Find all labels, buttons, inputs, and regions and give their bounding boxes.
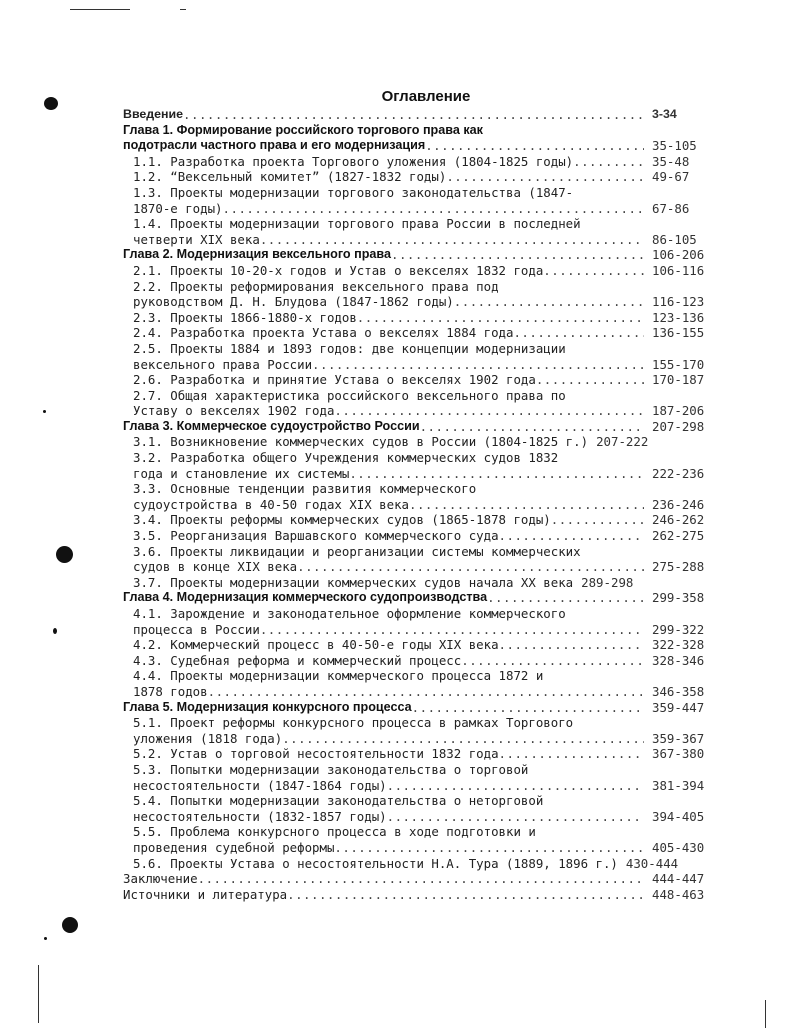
toc-page-range: 236-246 xyxy=(652,496,705,512)
hole-punch-mark-bottom xyxy=(62,917,78,933)
toc-entry-row xyxy=(123,887,708,903)
toc-entry-title: 2.3. Проекты 1866-1880-х годов xyxy=(133,309,357,325)
page-title: Оглавление xyxy=(381,88,471,105)
toc-section-row xyxy=(123,778,708,794)
toc-section-row xyxy=(123,169,708,185)
toc-section-row xyxy=(123,434,708,450)
toc-page-range: 170-187 xyxy=(652,372,705,388)
toc-section-row xyxy=(123,450,708,466)
table-of-contents xyxy=(123,107,708,902)
toc-entry-title: 3.7. Проекты модернизации коммерческих судов начала XX века xyxy=(133,574,574,590)
toc-chapter-row xyxy=(123,700,708,716)
scan-edge-left xyxy=(38,965,39,1023)
toc-entry-title: 2.6. Разработка и принятие Устава о векселях 1902 года xyxy=(133,372,536,388)
toc-page-range: 35-105 xyxy=(652,138,697,154)
toc-section-row xyxy=(123,201,708,217)
toc-entry-title: 5.5. Проблема конкурсного процесса в ходе подготовки и xyxy=(133,824,536,840)
toc-entry-title: руководством Д. Н. Блудова (1847-1862 годы) xyxy=(133,294,454,310)
toc-entry-title: Источники и литература xyxy=(123,886,288,902)
scan-edge-top-dash xyxy=(180,9,186,10)
dot-leader xyxy=(387,809,644,825)
toc-entry-title: 3.4. Проекты реформы коммерческих судов (1865-1878 годы) xyxy=(133,512,551,528)
dot-leader xyxy=(223,201,644,217)
toc-entry-title: 4.4. Проекты модернизации коммерческого процесса 1872 и xyxy=(133,668,544,684)
dot-leader xyxy=(349,466,644,482)
toc-page-range: 289-298 xyxy=(581,574,634,590)
dot-leader xyxy=(543,263,644,279)
toc-page-range: 346-358 xyxy=(652,683,705,699)
toc-page-range: 67-86 xyxy=(652,200,690,216)
toc-entry-title: судов в конце XIX века xyxy=(133,559,298,575)
toc-chapter-row xyxy=(123,590,708,606)
dot-leader xyxy=(420,419,644,435)
toc-page-range: 444-447 xyxy=(652,871,705,887)
toc-entry-title: Уставу о векселях 1902 года xyxy=(133,403,335,419)
dot-leader xyxy=(536,372,644,388)
toc-entry-title: 3.6. Проекты ликвидации и реорганизации системы коммерческих xyxy=(133,543,581,559)
toc-section-row xyxy=(123,388,708,404)
toc-page-range: 328-346 xyxy=(652,652,705,668)
toc-section-row xyxy=(123,372,708,388)
dot-leader xyxy=(387,778,644,794)
toc-entry-title: 5.6. Проекты Устава о несостоятельности Н.А. Тура (1889, 1896 г.) xyxy=(133,855,618,871)
toc-section-row xyxy=(123,528,708,544)
dot-leader xyxy=(425,138,644,154)
toc-page-range: 136-155 xyxy=(652,325,705,341)
toc-chapter-row xyxy=(123,247,708,263)
toc-entry-title: 3.3. Основные тенденции развития коммерческого xyxy=(133,481,477,497)
toc-entry-title: процесса в России xyxy=(133,621,260,637)
toc-section-row xyxy=(123,154,708,170)
toc-section-row xyxy=(123,575,708,591)
toc-page-range: 262-275 xyxy=(652,528,705,544)
dot-leader xyxy=(446,169,644,185)
toc-entry-title: Глава 4. Модернизация коммерческого судопроизводства xyxy=(123,590,488,605)
dot-leader xyxy=(312,357,644,373)
dot-leader xyxy=(208,684,644,700)
dot-leader xyxy=(357,310,644,326)
toc-page-range: 299-322 xyxy=(652,621,705,637)
toc-section-row xyxy=(123,341,708,357)
dot-leader xyxy=(183,107,644,123)
toc-page-range: 322-328 xyxy=(652,637,705,653)
toc-entry-title: 1870-е годы) xyxy=(133,200,223,216)
toc-page-range: 187-206 xyxy=(652,403,705,419)
toc-entry-title: четверти XIX века xyxy=(133,231,260,247)
toc-entry-title: 3.1. Возникновение коммерческих судов в России (1804-1825 г.) xyxy=(133,434,589,450)
toc-page-range: 123-136 xyxy=(652,309,705,325)
dot-leader xyxy=(412,700,644,716)
toc-page-range: 116-123 xyxy=(652,294,705,310)
dot-leader xyxy=(334,840,644,856)
toc-section-row xyxy=(123,715,708,731)
toc-section-row xyxy=(123,357,708,373)
toc-section-row xyxy=(123,824,708,840)
toc-section-row xyxy=(123,403,708,419)
toc-entry-title: 1.3. Проекты модернизации торгового законодательства (1847- xyxy=(133,184,574,200)
scan-edge-top xyxy=(70,9,130,10)
toc-entry-title: несостоятельности (1847-1864 годы) xyxy=(133,777,387,793)
toc-page-range: 448-463 xyxy=(652,886,705,902)
dot-leader xyxy=(499,637,644,653)
dot-leader xyxy=(391,247,644,263)
toc-section-row xyxy=(123,606,708,622)
toc-section-row xyxy=(123,668,708,684)
toc-entry-title: Глава 3. Коммерческое судоустройство России xyxy=(123,418,420,433)
toc-entry-title: проведения судебной реформы xyxy=(133,839,335,855)
toc-entry-title: 1878 годов xyxy=(133,683,208,699)
toc-section-row xyxy=(123,793,708,809)
toc-page-range: 155-170 xyxy=(652,356,705,372)
toc-section-row xyxy=(123,840,708,856)
toc-chapter-row xyxy=(123,123,708,139)
toc-page-range: 3-34 xyxy=(652,107,677,121)
dot-leader xyxy=(513,325,644,341)
toc-section-row xyxy=(123,637,708,653)
speck-mark xyxy=(44,937,47,940)
toc-section-row xyxy=(123,856,708,872)
toc-entry-title: 2.1. Проекты 10-20-х годов и Устав о векселях 1832 года xyxy=(133,262,544,278)
toc-entry-title: 2.4. Разработка проекта Устава о векселях 1884 года xyxy=(133,325,514,341)
toc-page-range: 86-105 xyxy=(652,231,697,247)
toc-chapter-row xyxy=(123,138,708,154)
dot-leader xyxy=(551,512,644,528)
toc-entry-title: вексельного права России xyxy=(133,356,313,372)
toc-entry-title: судоустройства в 40-50 годах XIX века xyxy=(133,496,410,512)
dot-leader xyxy=(487,590,644,606)
toc-page-range: 359-447 xyxy=(652,699,705,715)
toc-entry-title: Введение xyxy=(123,107,184,121)
toc-section-row xyxy=(123,559,708,575)
toc-section-row xyxy=(123,294,708,310)
toc-entry-title: 5.4. Попытки модернизации законодательства о неторговой xyxy=(133,793,544,809)
toc-entry-title: 2.2. Проекты реформирования вексельного права под xyxy=(133,278,499,294)
toc-section-row xyxy=(123,232,708,248)
toc-page-range: 359-367 xyxy=(652,730,705,746)
toc-entry-row xyxy=(123,871,708,887)
dot-leader xyxy=(282,731,644,747)
toc-page-range: 430-444 xyxy=(625,855,679,871)
toc-section-row xyxy=(123,310,708,326)
toc-section-row xyxy=(123,185,708,201)
toc-entry-title: 5.1. Проект реформы конкурсного процесса в рамках Торгового xyxy=(133,715,574,731)
toc-page-range: 207-298 xyxy=(652,418,705,434)
toc-entry-title: 4.3. Судебная реформа и коммерческий процесс xyxy=(133,652,462,668)
toc-entry-title: 3.2. Разработка общего Учреждения коммерческих судов 1832 xyxy=(133,450,559,466)
toc-page-range: 106-206 xyxy=(652,247,705,263)
toc-entry-title: 4.1. Зарождение и законодательное оформление коммерческого xyxy=(133,606,566,621)
toc-page-range: 405-430 xyxy=(652,839,705,855)
toc-section-row xyxy=(123,279,708,295)
dot-leader xyxy=(499,528,644,544)
dot-leader xyxy=(297,559,644,575)
toc-entry-title: 4.2. Коммерческий процесс в 40-50-е годы XIX века xyxy=(133,637,499,653)
toc-entry-title: 1.1. Разработка проекта Торгового уложения (1804-1825 годы) xyxy=(133,153,574,169)
toc-section-row xyxy=(123,263,708,279)
toc-page-range: 246-262 xyxy=(652,512,705,528)
dot-leader xyxy=(499,746,644,762)
dot-leader xyxy=(409,497,644,513)
scan-edge-right xyxy=(765,1000,766,1028)
toc-page-range: 299-358 xyxy=(652,590,705,606)
dot-leader xyxy=(461,653,644,669)
toc-chapter-row xyxy=(123,419,708,435)
dot-leader xyxy=(260,232,644,248)
toc-page-range: 367-380 xyxy=(652,746,705,762)
toc-page-range: 106-116 xyxy=(652,262,705,278)
toc-page-range: 275-288 xyxy=(652,559,705,575)
toc-section-row xyxy=(123,497,708,513)
dot-leader xyxy=(334,403,644,419)
dot-leader xyxy=(573,154,644,170)
toc-entry-title: Глава 5. Модернизация конкурсного процесса xyxy=(123,699,412,714)
toc-entry-title: Заключение xyxy=(123,871,198,887)
toc-entry-title: Глава 1. Формирование российского торгового права как xyxy=(123,122,483,137)
speck-mark xyxy=(43,410,46,413)
toc-entry-title: 1.4. Проекты модернизации торгового права России в последней xyxy=(133,216,581,232)
toc-page-range: 222-236 xyxy=(652,465,705,481)
toc-entry-title: 1.2. “Вексельный комитет” (1827-1832 годы) xyxy=(133,169,447,185)
toc-page-range: 381-394 xyxy=(652,777,705,793)
toc-entry-title: 2.7. Общая характеристика российского вексельного права по xyxy=(133,387,566,403)
toc-section-row xyxy=(123,684,708,700)
toc-entry-row xyxy=(123,107,708,123)
toc-entry-title: 3.5. Реорганизация Варшавского коммерческого суда xyxy=(133,528,499,544)
toc-page-range: 35-48 xyxy=(652,153,690,169)
toc-section-row xyxy=(123,325,708,341)
toc-section-row xyxy=(123,481,708,497)
toc-section-row xyxy=(123,731,708,747)
dot-leader xyxy=(454,294,644,310)
toc-entry-title: Глава 2. Модернизация вексельного права xyxy=(123,247,392,262)
toc-entry-title: уложения (1818 года) xyxy=(133,730,283,746)
toc-section-row xyxy=(123,653,708,669)
dot-leader xyxy=(260,622,644,638)
toc-entry-title: несостоятельности (1832-1857 годы) xyxy=(133,808,387,824)
toc-section-row xyxy=(123,622,708,638)
dot-leader xyxy=(287,887,644,903)
toc-entry-title: года и становление их системы xyxy=(133,465,350,481)
toc-section-row xyxy=(123,762,708,778)
toc-page-range: 394-405 xyxy=(652,808,705,824)
toc-section-row xyxy=(123,746,708,762)
toc-section-row xyxy=(123,466,708,482)
hole-punch-mark-middle xyxy=(56,546,73,563)
toc-entry-title: 5.2. Устав о торговой несостоятельности 1832 года xyxy=(133,746,499,762)
toc-entry-title: подотрасли частного права и его модернизация xyxy=(123,138,426,153)
toc-section-row xyxy=(123,809,708,825)
toc-entry-title: 2.5. Проекты 1884 и 1893 годов: две концепции модернизации xyxy=(133,340,566,356)
toc-entry-title: 5.3. Попытки модернизации законодательства о торговой xyxy=(133,761,529,777)
toc-section-row xyxy=(123,544,708,560)
toc-section-row xyxy=(123,216,708,232)
dot-leader xyxy=(198,871,644,887)
toc-page-range: 49-67 xyxy=(652,169,690,185)
speck-mark xyxy=(53,628,57,634)
toc-section-row xyxy=(123,512,708,528)
toc-page-range: 207-222 xyxy=(596,434,649,450)
